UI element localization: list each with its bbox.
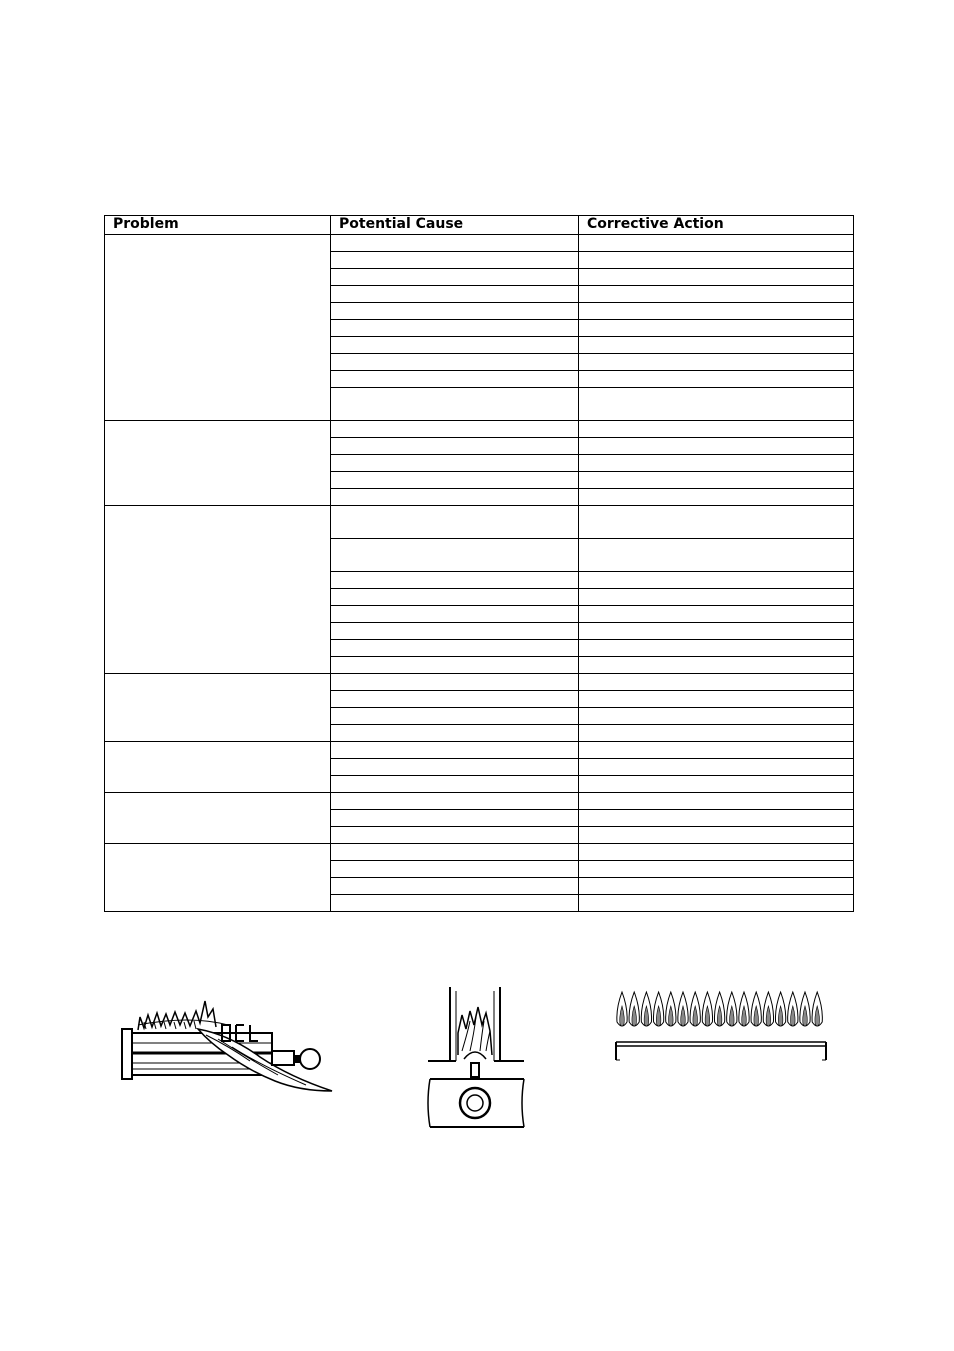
corrective-action-cell bbox=[579, 489, 854, 506]
potential-cause-cell bbox=[331, 235, 579, 252]
problem-cell bbox=[105, 793, 331, 844]
corrective-action-cell bbox=[579, 674, 854, 691]
potential-cause-cell bbox=[331, 725, 579, 742]
troubleshooting-table bbox=[104, 215, 854, 912]
table-row bbox=[105, 674, 854, 691]
corrective-action-cell bbox=[579, 269, 854, 286]
corrective-action-cell bbox=[579, 539, 854, 572]
potential-cause-cell bbox=[331, 793, 579, 810]
corrective-action-cell bbox=[579, 421, 854, 438]
potential-cause-cell bbox=[331, 759, 579, 776]
corrective-action-cell bbox=[579, 776, 854, 793]
corrective-action-cell bbox=[579, 827, 854, 844]
problem-cell bbox=[105, 674, 331, 742]
potential-cause-cell bbox=[331, 844, 579, 861]
potential-cause-cell bbox=[331, 895, 579, 912]
potential-cause-cell bbox=[331, 674, 579, 691]
table-header-row bbox=[105, 216, 854, 235]
potential-cause-cell bbox=[331, 472, 579, 489]
table-row bbox=[105, 793, 854, 810]
header-potential-cause: Potential Cause bbox=[331, 216, 579, 235]
corrective-action-cell bbox=[579, 878, 854, 895]
corrective-action-cell bbox=[579, 623, 854, 640]
table-row bbox=[105, 844, 854, 861]
corrective-action-cell bbox=[579, 861, 854, 878]
potential-cause-cell bbox=[331, 354, 579, 371]
potential-cause-cell bbox=[331, 421, 579, 438]
burner-flame-row-icon bbox=[610, 988, 830, 1063]
potential-cause-cell bbox=[331, 878, 579, 895]
corrective-action-cell bbox=[579, 388, 854, 421]
corrective-action-cell bbox=[579, 589, 854, 606]
problem-cell bbox=[105, 506, 331, 674]
potential-cause-cell bbox=[331, 320, 579, 337]
potential-cause-cell bbox=[331, 455, 579, 472]
potential-cause-cell bbox=[331, 337, 579, 354]
problem-cell bbox=[105, 844, 331, 912]
potential-cause-cell bbox=[331, 371, 579, 388]
table-row bbox=[105, 742, 854, 759]
corrective-action-cell bbox=[579, 235, 854, 252]
potential-cause-cell bbox=[331, 303, 579, 320]
potential-cause-cell bbox=[331, 810, 579, 827]
corrective-action-cell bbox=[579, 640, 854, 657]
potential-cause-cell bbox=[331, 438, 579, 455]
problem-cell bbox=[105, 421, 331, 506]
potential-cause-cell bbox=[331, 252, 579, 269]
corrective-action-cell bbox=[579, 895, 854, 912]
corrective-action-cell bbox=[579, 472, 854, 489]
table-row bbox=[105, 421, 854, 438]
potential-cause-cell bbox=[331, 861, 579, 878]
potential-cause-cell bbox=[331, 606, 579, 623]
corrective-action-cell bbox=[579, 657, 854, 674]
corrective-action-cell bbox=[579, 793, 854, 810]
potential-cause-cell bbox=[331, 742, 579, 759]
potential-cause-cell bbox=[331, 388, 579, 421]
header-corrective-action: Corrective Action bbox=[579, 216, 854, 235]
potential-cause-cell bbox=[331, 269, 579, 286]
potential-cause-cell bbox=[331, 489, 579, 506]
corrective-action-cell bbox=[579, 354, 854, 371]
potential-cause-cell bbox=[331, 827, 579, 844]
potential-cause-cell bbox=[331, 286, 579, 303]
corrective-action-cell bbox=[579, 759, 854, 776]
corrective-action-cell bbox=[579, 286, 854, 303]
burner-cross-section-flame-icon bbox=[420, 985, 530, 1130]
corrective-action-cell bbox=[579, 303, 854, 320]
burner-side-flame-icon bbox=[110, 995, 340, 1095]
corrective-action-cell bbox=[579, 691, 854, 708]
potential-cause-cell bbox=[331, 640, 579, 657]
potential-cause-cell bbox=[331, 776, 579, 793]
corrective-action-cell bbox=[579, 337, 854, 354]
problem-cell bbox=[105, 742, 331, 793]
corrective-action-cell bbox=[579, 572, 854, 589]
corrective-action-cell bbox=[579, 725, 854, 742]
corrective-action-cell bbox=[579, 708, 854, 725]
corrective-action-cell bbox=[579, 844, 854, 861]
corrective-action-cell bbox=[579, 455, 854, 472]
corrective-action-cell bbox=[579, 506, 854, 539]
corrective-action-cell bbox=[579, 320, 854, 337]
table-body bbox=[105, 235, 854, 912]
header-problem: Problem bbox=[105, 216, 331, 235]
corrective-action-cell bbox=[579, 438, 854, 455]
potential-cause-cell bbox=[331, 708, 579, 725]
corrective-action-cell bbox=[579, 252, 854, 269]
potential-cause-cell bbox=[331, 539, 579, 572]
table-row bbox=[105, 506, 854, 539]
potential-cause-cell bbox=[331, 572, 579, 589]
corrective-action-cell bbox=[579, 371, 854, 388]
corrective-action-cell bbox=[579, 606, 854, 623]
potential-cause-cell bbox=[331, 623, 579, 640]
corrective-action-cell bbox=[579, 742, 854, 759]
potential-cause-cell bbox=[331, 589, 579, 606]
flame-row bbox=[617, 992, 822, 1026]
problem-cell bbox=[105, 235, 331, 421]
potential-cause-cell bbox=[331, 657, 579, 674]
corrective-action-cell bbox=[579, 810, 854, 827]
table-row bbox=[105, 235, 854, 252]
potential-cause-cell bbox=[331, 506, 579, 539]
potential-cause-cell bbox=[331, 691, 579, 708]
